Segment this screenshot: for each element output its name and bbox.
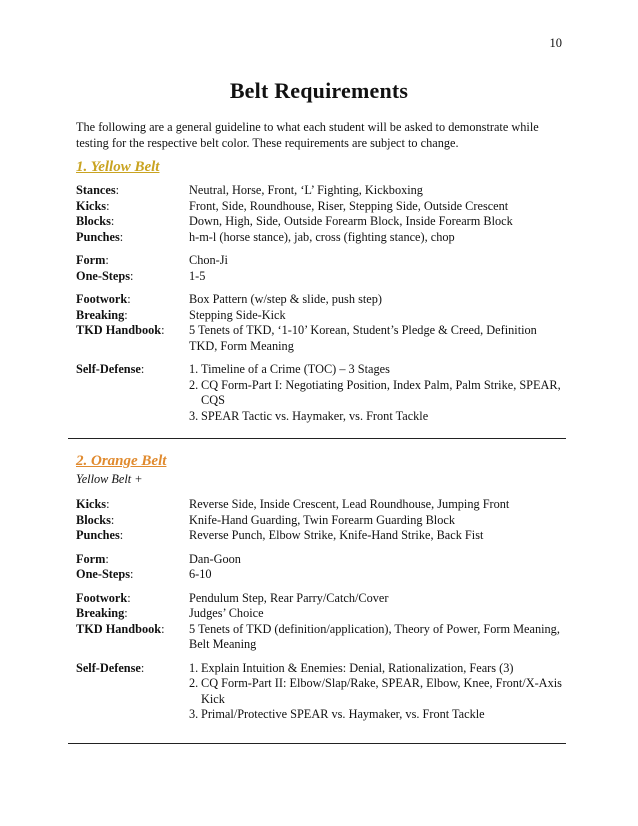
label-colon: : — [161, 323, 165, 337]
requirement-row — [76, 497, 566, 513]
label-colon: : — [129, 268, 134, 283]
requirement-row — [76, 552, 566, 568]
requirement-row — [76, 528, 566, 544]
label-colon: : — [115, 183, 120, 197]
requirement-row — [76, 591, 566, 607]
requirement-label-text: TKD Handbook — [76, 323, 162, 337]
requirement-row — [76, 214, 566, 230]
orange-belt-requirements — [76, 497, 566, 723]
label-colon: : — [127, 292, 131, 306]
item-text: CQ Form-Part I: Negotiating Position, Index Palm, Palm Strike, SPEAR, CQS — [201, 377, 561, 407]
requirement-label-text: Blocks — [76, 512, 111, 527]
requirement-label-text: Form — [76, 551, 106, 566]
yellow-belt-requirements — [76, 183, 566, 424]
section-divider — [68, 438, 566, 439]
label-colon: : — [140, 362, 145, 376]
requirement-label — [76, 292, 189, 308]
requirement-row — [76, 323, 566, 354]
orange-belt-subheading: Yellow Belt + — [76, 472, 143, 486]
group-spacer — [76, 544, 566, 552]
self-defense-list — [189, 362, 566, 424]
requirement-value: Chon-Ji — [189, 253, 228, 267]
self-defense-item — [189, 661, 566, 677]
requirement-value: 1-5 — [189, 268, 206, 283]
self-defense-item — [189, 676, 566, 707]
item-text: SPEAR Tactic vs. Haymaker, vs. Front Tackle — [201, 408, 429, 423]
self-defense-label — [76, 362, 189, 424]
requirement-value: 5 Tenets of TKD, ‘1-10’ Korean, Student’s Pledge & Creed, Definition TKD, Form Meaning — [189, 323, 537, 353]
requirement-label-text: Footwork — [76, 590, 128, 605]
group-spacer — [76, 583, 566, 591]
requirement-label — [76, 552, 189, 568]
item-number: 2. — [189, 676, 199, 690]
label-colon: : — [105, 253, 109, 267]
self-defense-item — [189, 707, 566, 723]
self-defense-row — [76, 362, 566, 424]
requirement-value: Judges’ Choice — [189, 606, 264, 620]
requirement-row — [76, 269, 566, 285]
requirement-label-text: Kicks — [76, 198, 107, 213]
group-spacer — [76, 245, 566, 253]
requirement-value: Dan-Goon — [189, 551, 241, 566]
label-colon: : — [106, 198, 110, 213]
self-defense-item — [189, 409, 566, 425]
label-colon: : — [129, 567, 134, 581]
requirement-row — [76, 199, 566, 215]
requirement-label-text: TKD Handbook — [76, 621, 162, 636]
item-text: CQ Form-Part II: Elbow/Slap/Rake, SPEAR, Elbow, Knee, Front/X-Axis Kick — [201, 676, 562, 706]
requirement-value: Front, Side, Roundhouse, Riser, Stepping Side, Outside Crescent — [189, 198, 509, 213]
label-colon: : — [140, 660, 145, 675]
requirement-label — [76, 199, 189, 215]
requirement-value: Box Pattern (w/step & slide, push step) — [189, 292, 382, 306]
requirement-value: Knife-Hand Guarding, Twin Forearm Guarding Block — [189, 512, 455, 527]
requirement-label-text: One-Steps — [76, 567, 130, 581]
requirement-label — [76, 622, 189, 653]
page-number: 10 — [549, 36, 562, 50]
self-defense-item — [189, 362, 566, 378]
group-spacer — [76, 653, 566, 661]
requirement-value: 6-10 — [189, 567, 212, 581]
requirement-label-text: Punches — [76, 528, 120, 542]
requirement-label — [76, 183, 189, 199]
requirement-label-text: Punches — [76, 229, 120, 244]
group-spacer — [76, 354, 566, 362]
page-title: Belt Requirements — [229, 78, 409, 103]
requirement-label-text: Footwork — [76, 292, 128, 306]
requirement-label — [76, 253, 189, 269]
label-colon: : — [110, 214, 115, 228]
self-defense-label — [76, 661, 189, 723]
requirement-label — [76, 497, 189, 513]
section-divider — [68, 743, 566, 744]
label-colon: : — [127, 590, 131, 605]
label-colon: : — [119, 528, 124, 542]
item-text: Primal/Protective SPEAR vs. Haymaker, vs. Front Tackle — [201, 707, 485, 721]
yellow-belt-heading: 1. Yellow Belt — [76, 159, 160, 175]
item-number: 3. — [189, 707, 199, 721]
requirement-label-text: Blocks — [76, 214, 111, 228]
requirement-label — [76, 591, 189, 607]
requirement-row — [76, 183, 566, 199]
requirement-label — [76, 308, 189, 324]
requirement-label — [76, 567, 189, 583]
item-number: 1. — [189, 660, 199, 675]
self-defense-list — [189, 661, 566, 723]
self-defense-item — [189, 378, 566, 409]
requirement-label — [76, 214, 189, 230]
requirement-label — [76, 230, 189, 246]
group-spacer — [76, 284, 566, 292]
requirement-value: Pendulum Step, Rear Parry/Catch/Cover — [189, 590, 389, 605]
requirement-label-text: Breaking — [76, 307, 125, 322]
label-colon: : — [124, 606, 128, 620]
requirement-row — [76, 513, 566, 529]
self-defense-label-text: Self-Defense — [76, 362, 141, 376]
self-defense-row — [76, 661, 566, 723]
item-text: Timeline of a Crime (TOC) – 3 Stages — [201, 362, 390, 376]
requirement-row — [76, 622, 566, 653]
requirement-row — [76, 567, 566, 583]
requirement-value: Neutral, Horse, Front, ‘L’ Fighting, Kickboxing — [189, 183, 423, 197]
requirement-label-text: Form — [76, 253, 106, 267]
label-colon: : — [105, 551, 109, 566]
self-defense-label-text: Self-Defense — [76, 660, 141, 675]
requirement-label — [76, 528, 189, 544]
intro-paragraph: The following are a general guideline to what each student will be asked to demonstrate while testing for the respective belt color. These requirements are subject to change. — [76, 120, 539, 150]
requirement-label — [76, 513, 189, 529]
requirement-row — [76, 230, 566, 246]
requirement-label — [76, 269, 189, 285]
requirement-row — [76, 308, 566, 324]
requirement-label-text: Stances — [76, 183, 116, 197]
item-number: 3. — [189, 408, 199, 423]
requirement-value: 5 Tenets of TKD (definition/application), Theory of Power, Form Meaning, Belt Meaning — [189, 621, 560, 651]
label-colon: : — [106, 497, 110, 511]
label-colon: : — [110, 512, 115, 527]
label-colon: : — [161, 621, 165, 636]
label-colon: : — [119, 229, 124, 244]
requirement-row — [76, 253, 566, 269]
requirement-value: h-m-l (horse stance), jab, cross (fighting stance), chop — [189, 229, 455, 244]
requirement-value: Down, High, Side, Outside Forearm Block, Inside Forearm Block — [189, 214, 513, 228]
requirement-value: Reverse Punch, Elbow Strike, Knife-Hand Strike, Back Fist — [189, 528, 484, 542]
yellow-belt-section — [76, 157, 566, 424]
requirement-label — [76, 606, 189, 622]
requirement-label — [76, 323, 189, 354]
item-number: 1. — [189, 362, 199, 376]
requirement-row — [76, 606, 566, 622]
requirement-row — [76, 292, 566, 308]
requirement-label-text: Breaking — [76, 606, 125, 620]
item-number: 2. — [189, 377, 199, 392]
orange-belt-section — [76, 451, 566, 723]
requirement-value: Reverse Side, Inside Crescent, Lead Roundhouse, Jumping Front — [189, 497, 510, 511]
requirement-label-text: Kicks — [76, 497, 107, 511]
requirement-value: Stepping Side-Kick — [189, 307, 286, 322]
requirement-label-text: One-Steps — [76, 268, 130, 283]
orange-belt-heading: 2. Orange Belt — [76, 453, 167, 469]
item-text: Explain Intuition & Enemies: Denial, Rationalization, Fears (3) — [201, 660, 514, 675]
label-colon: : — [124, 307, 128, 322]
